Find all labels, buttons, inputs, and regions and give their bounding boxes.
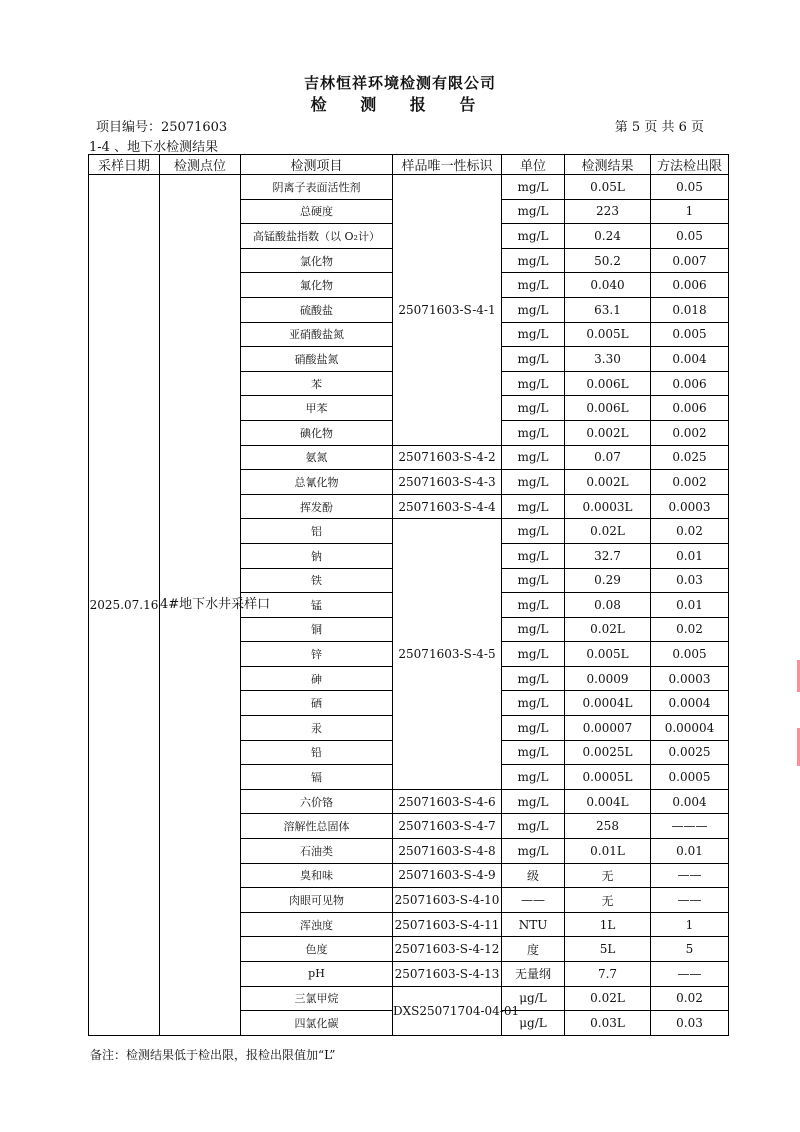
section-title: 1-4 、地下水检测结果 <box>89 140 219 155</box>
result-cell: 0.00007 <box>565 716 651 741</box>
unit-cell: mg/L <box>502 839 565 864</box>
test-item-cell: 镉 <box>241 765 393 790</box>
test-item-cell: pH <box>241 962 393 987</box>
result-cell: 258 <box>565 814 651 839</box>
result-cell: 63.1 <box>565 297 651 322</box>
detection-limit-cell: 0.02 <box>651 986 729 1011</box>
result-cell: 223 <box>565 199 651 224</box>
detection-limit-cell: 1 <box>651 912 729 937</box>
unit-cell: mg/L <box>502 470 565 495</box>
detection-limit-cell: 0.006 <box>651 396 729 421</box>
unit-cell: 级 <box>502 863 565 888</box>
sample-id-cell: 25071603-S-4-9 <box>393 863 502 888</box>
test-item-cell: 四氯化碳 <box>241 1011 393 1036</box>
detection-limit-cell: 0.005 <box>651 642 729 667</box>
test-item-cell: 阴离子表面活性剂 <box>241 175 393 200</box>
result-cell: 0.07 <box>565 445 651 470</box>
test-item-cell: 铁 <box>241 568 393 593</box>
detection-limit-cell: —— <box>651 863 729 888</box>
col-header-sampling-point: 检测点位 <box>160 155 241 175</box>
unit-cell: mg/L <box>502 543 565 568</box>
result-cell: 0.02L <box>565 617 651 642</box>
test-item-cell: 亚硝酸盐氮 <box>241 322 393 347</box>
result-cell: 0.01L <box>565 839 651 864</box>
result-cell: 0.005L <box>565 322 651 347</box>
table-header-row <box>89 155 729 175</box>
sample-id-cell: 25071603-S-4-5 <box>393 519 502 790</box>
detection-limit-cell: 0.01 <box>651 593 729 618</box>
test-item-cell: 甲苯 <box>241 396 393 421</box>
detection-limit-cell: 0.0004 <box>651 691 729 716</box>
unit-cell: mg/L <box>502 396 565 421</box>
result-cell: 0.040 <box>565 273 651 298</box>
test-item-cell: 苯 <box>241 371 393 396</box>
detection-limit-cell: 0.0025 <box>651 740 729 765</box>
result-cell: 0.05L <box>565 175 651 200</box>
detection-limit-cell: 0.0003 <box>651 494 729 519</box>
sample-id-cell: 25071603-S-4-1 <box>393 175 502 446</box>
test-item-cell: 高锰酸盐指数（以 O₂计） <box>241 224 393 249</box>
page-number: 第 5 页 共 6 页 <box>614 120 704 135</box>
unit-cell: mg/L <box>502 224 565 249</box>
detection-limit-cell: 0.018 <box>651 297 729 322</box>
unit-cell: mg/L <box>502 445 565 470</box>
sample-id-cell: 25071603-S-4-7 <box>393 814 502 839</box>
test-item-cell: 锌 <box>241 642 393 667</box>
sample-id-cell: 25071603-S-4-11 <box>393 912 502 937</box>
unit-cell: mg/L <box>502 420 565 445</box>
detection-limit-cell: 0.0005 <box>651 765 729 790</box>
result-cell: 0.0009 <box>565 666 651 691</box>
sample-id-cell: 25071603-S-4-4 <box>393 494 502 519</box>
col-header-detection-limit: 方法检出限 <box>651 155 729 175</box>
sample-id-cell: 25071603-S-4-3 <box>393 470 502 495</box>
test-item-cell: 砷 <box>241 666 393 691</box>
unit-cell: 无量纲 <box>502 962 565 987</box>
sample-id-cell: 25071603-S-4-2 <box>393 445 502 470</box>
detection-limit-cell: 0.0003 <box>651 666 729 691</box>
sample-id-cell: 25071603-S-4-6 <box>393 789 502 814</box>
col-header-test-item: 检测项目 <box>241 155 393 175</box>
unit-cell: 度 <box>502 937 565 962</box>
detection-limit-cell: 0.03 <box>651 568 729 593</box>
detection-limit-cell: 0.02 <box>651 519 729 544</box>
result-cell: 0.004L <box>565 789 651 814</box>
detection-limit-cell: 5 <box>651 937 729 962</box>
unit-cell: mg/L <box>502 297 565 322</box>
sampling-date-cell: 2025.07.16 <box>89 175 160 1036</box>
unit-cell: mg/L <box>502 642 565 667</box>
company-name: 吉林恒祥环境检测有限公司 <box>303 74 496 92</box>
red-seal-fragment <box>773 660 800 692</box>
result-cell: 0.0005L <box>565 765 651 790</box>
unit-cell: NTU <box>502 912 565 937</box>
detection-limit-cell: 0.025 <box>651 445 729 470</box>
result-cell: 0.002L <box>565 470 651 495</box>
remark-note: 备注：检测结果低于检出限，报检出限值加“L” <box>90 1048 336 1062</box>
unit-cell: mg/L <box>502 347 565 372</box>
result-cell: 0.006L <box>565 396 651 421</box>
test-item-cell: 汞 <box>241 716 393 741</box>
result-cell: 3.30 <box>565 347 651 372</box>
col-header-sampling-date: 采样日期 <box>89 155 160 175</box>
test-item-cell: 铝 <box>241 519 393 544</box>
unit-cell: μg/L <box>502 986 565 1011</box>
project-number: 项目编号：25071603 <box>96 120 228 135</box>
result-cell: 0.08 <box>565 593 651 618</box>
unit-cell: mg/L <box>502 666 565 691</box>
result-cell: 0.0004L <box>565 691 651 716</box>
test-item-cell: 色度 <box>241 937 393 962</box>
result-cell: 0.006L <box>565 371 651 396</box>
result-cell: 0.0025L <box>565 740 651 765</box>
test-item-cell: 总硬度 <box>241 199 393 224</box>
test-item-cell: 总氰化物 <box>241 470 393 495</box>
report-title: 检 测 报 告 <box>310 95 490 114</box>
test-item-cell: 溶解性总固体 <box>241 814 393 839</box>
unit-cell: mg/L <box>502 716 565 741</box>
table-row <box>89 175 729 200</box>
unit-cell: mg/L <box>502 765 565 790</box>
detection-limit-cell: 0.006 <box>651 371 729 396</box>
test-item-cell: 氯化物 <box>241 248 393 273</box>
unit-cell: mg/L <box>502 494 565 519</box>
unit-cell: mg/L <box>502 199 565 224</box>
test-item-cell: 锰 <box>241 593 393 618</box>
unit-cell: —— <box>502 888 565 913</box>
detection-limit-cell: 0.004 <box>651 347 729 372</box>
detection-limit-cell: 0.004 <box>651 789 729 814</box>
result-cell: 1L <box>565 912 651 937</box>
detection-limit-cell: 0.05 <box>651 175 729 200</box>
groundwater-results-table <box>88 154 729 1036</box>
unit-cell: mg/L <box>502 593 565 618</box>
test-item-cell: 钠 <box>241 543 393 568</box>
test-item-cell: 浑浊度 <box>241 912 393 937</box>
result-cell: 0.03L <box>565 1011 651 1036</box>
detection-limit-cell: 0.002 <box>651 470 729 495</box>
detection-limit-cell: 0.03 <box>651 1011 729 1036</box>
table-body <box>89 175 729 1036</box>
result-cell: 0.0003L <box>565 494 651 519</box>
col-header-unit: 单位 <box>502 155 565 175</box>
sample-id-cell: 25071603-S-4-13 <box>393 962 502 987</box>
test-item-cell: 硝酸盐氮 <box>241 347 393 372</box>
test-item-cell: 铅 <box>241 740 393 765</box>
result-cell: 0.02L <box>565 986 651 1011</box>
result-cell: 32.7 <box>565 543 651 568</box>
detection-limit-cell: 0.05 <box>651 224 729 249</box>
test-item-cell: 氟化物 <box>241 273 393 298</box>
sample-id-cell: DXS25071704-04-01 <box>393 986 502 1035</box>
detection-limit-cell: 0.005 <box>651 322 729 347</box>
unit-cell: mg/L <box>502 248 565 273</box>
sample-id-cell: 25071603-S-4-8 <box>393 839 502 864</box>
detection-limit-cell: 0.01 <box>651 543 729 568</box>
result-cell: 无 <box>565 863 651 888</box>
test-item-cell: 三氯甲烷 <box>241 986 393 1011</box>
unit-cell: mg/L <box>502 519 565 544</box>
sampling-point-cell: 4#地下水井采样口 <box>160 175 241 1036</box>
detection-limit-cell: ——— <box>651 814 729 839</box>
result-cell: 0.005L <box>565 642 651 667</box>
test-item-cell: 肉眼可见物 <box>241 888 393 913</box>
unit-cell: μg/L <box>502 1011 565 1036</box>
result-cell: 无 <box>565 888 651 913</box>
test-item-cell: 六价铬 <box>241 789 393 814</box>
unit-cell: mg/L <box>502 814 565 839</box>
sample-id-cell: 25071603-S-4-12 <box>393 937 502 962</box>
result-cell: 50.2 <box>565 248 651 273</box>
test-item-cell: 铜 <box>241 617 393 642</box>
detection-limit-cell: 0.01 <box>651 839 729 864</box>
unit-cell: mg/L <box>502 175 565 200</box>
result-cell: 0.02L <box>565 519 651 544</box>
result-cell: 5L <box>565 937 651 962</box>
unit-cell: mg/L <box>502 273 565 298</box>
test-item-cell: 硫酸盐 <box>241 297 393 322</box>
col-header-sample-id: 样品唯一性标识 <box>393 155 502 175</box>
detection-limit-cell: 0.002 <box>651 420 729 445</box>
unit-cell: mg/L <box>502 371 565 396</box>
red-seal-fragment <box>773 728 800 766</box>
detection-limit-cell: 0.006 <box>651 273 729 298</box>
result-cell: 0.29 <box>565 568 651 593</box>
detection-limit-cell: 0.007 <box>651 248 729 273</box>
unit-cell: mg/L <box>502 322 565 347</box>
test-item-cell: 挥发酚 <box>241 494 393 519</box>
unit-cell: mg/L <box>502 691 565 716</box>
test-item-cell: 氨氮 <box>241 445 393 470</box>
col-header-result: 检测结果 <box>565 155 651 175</box>
result-cell: 7.7 <box>565 962 651 987</box>
detection-limit-cell: —— <box>651 962 729 987</box>
unit-cell: mg/L <box>502 789 565 814</box>
detection-limit-cell: 0.02 <box>651 617 729 642</box>
detection-limit-cell: —— <box>651 888 729 913</box>
sample-id-cell: 25071603-S-4-10 <box>393 888 502 913</box>
detection-limit-cell: 1 <box>651 199 729 224</box>
test-item-cell: 硒 <box>241 691 393 716</box>
unit-cell: mg/L <box>502 568 565 593</box>
detection-limit-cell: 0.00004 <box>651 716 729 741</box>
result-cell: 0.24 <box>565 224 651 249</box>
result-cell: 0.002L <box>565 420 651 445</box>
test-item-cell: 石油类 <box>241 839 393 864</box>
test-item-cell: 臭和味 <box>241 863 393 888</box>
test-item-cell: 碘化物 <box>241 420 393 445</box>
unit-cell: mg/L <box>502 740 565 765</box>
unit-cell: mg/L <box>502 617 565 642</box>
